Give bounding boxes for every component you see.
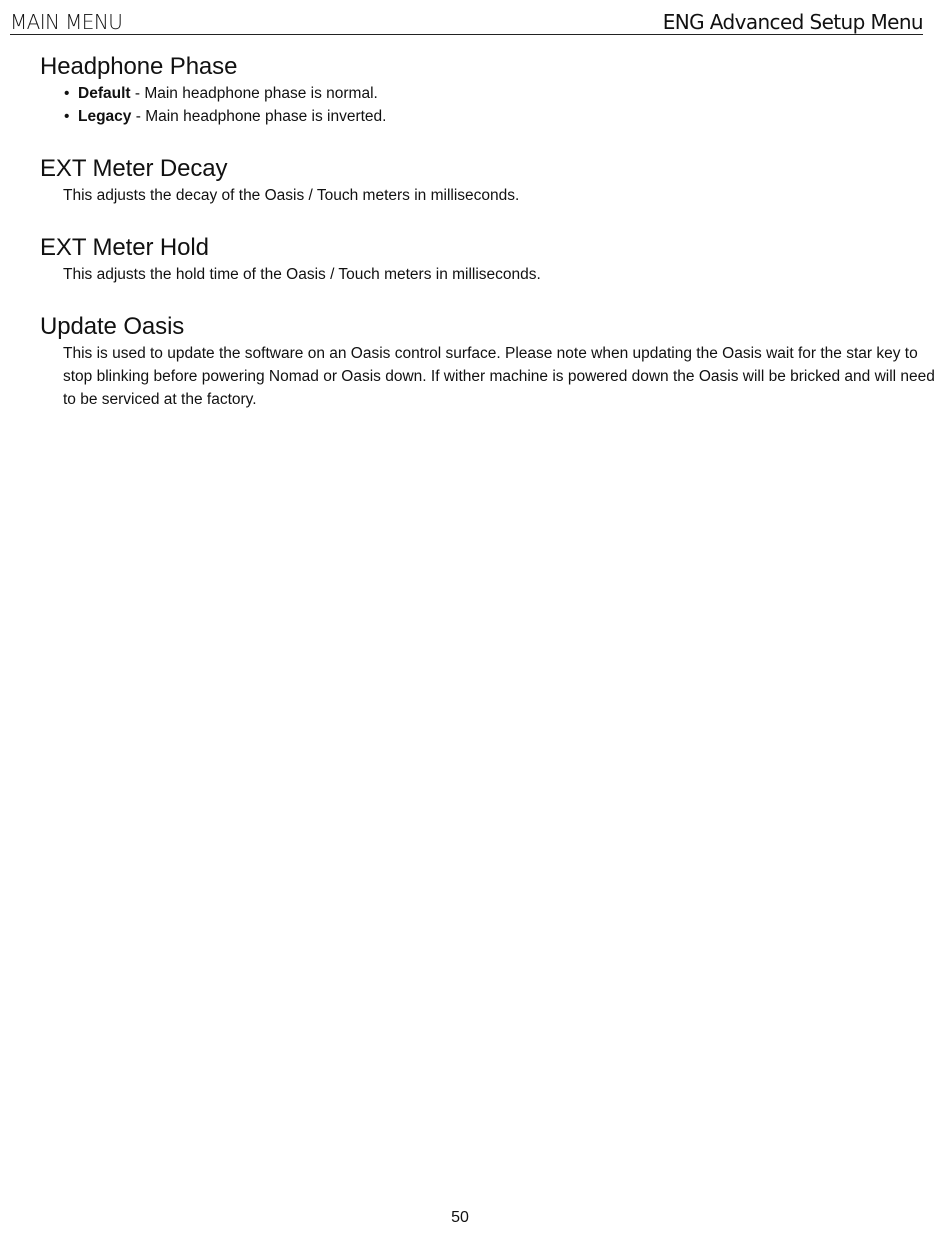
option-term: Default: [78, 85, 131, 102]
header-section-title: ENG Advanced Setup Menu: [662, 10, 923, 34]
section-headphone-phase: [40, 52, 935, 128]
option-list: [40, 82, 935, 128]
header-main-menu: MAIN MENU: [10, 10, 123, 34]
section-title: EXT Meter Decay: [40, 155, 228, 182]
page-header: [10, 8, 923, 35]
page-number: 50: [451, 1209, 469, 1226]
option-description: - Main headphone phase is normal.: [130, 85, 378, 102]
bullet-icon: •: [64, 85, 70, 102]
list-item: [64, 105, 935, 128]
option-description: - Main headphone phase is inverted.: [131, 108, 387, 125]
bullet-icon: •: [64, 108, 70, 125]
section-title: EXT Meter Hold: [40, 234, 209, 261]
section-body: This is used to update the software on an Oasis control surface. Please note when updating the Oasis wait for the star key to stop blinking before powering Nomad or Oasis down. If wither machine is powered down the Oasis will be bricked and will need to be serviced at the factory.: [63, 345, 935, 408]
section-ext-meter-decay: [40, 154, 935, 207]
section-update-oasis: [40, 312, 935, 411]
section-ext-meter-hold: [40, 233, 935, 286]
section-body: This adjusts the hold time of the Oasis / Touch meters in milliseconds.: [63, 266, 541, 283]
option-term: Legacy: [78, 108, 132, 125]
section-title: Headphone Phase: [40, 53, 238, 80]
section-body: This adjusts the decay of the Oasis / Touch meters in milliseconds.: [63, 187, 520, 204]
section-title: Update Oasis: [40, 313, 185, 340]
list-item: [64, 82, 935, 105]
